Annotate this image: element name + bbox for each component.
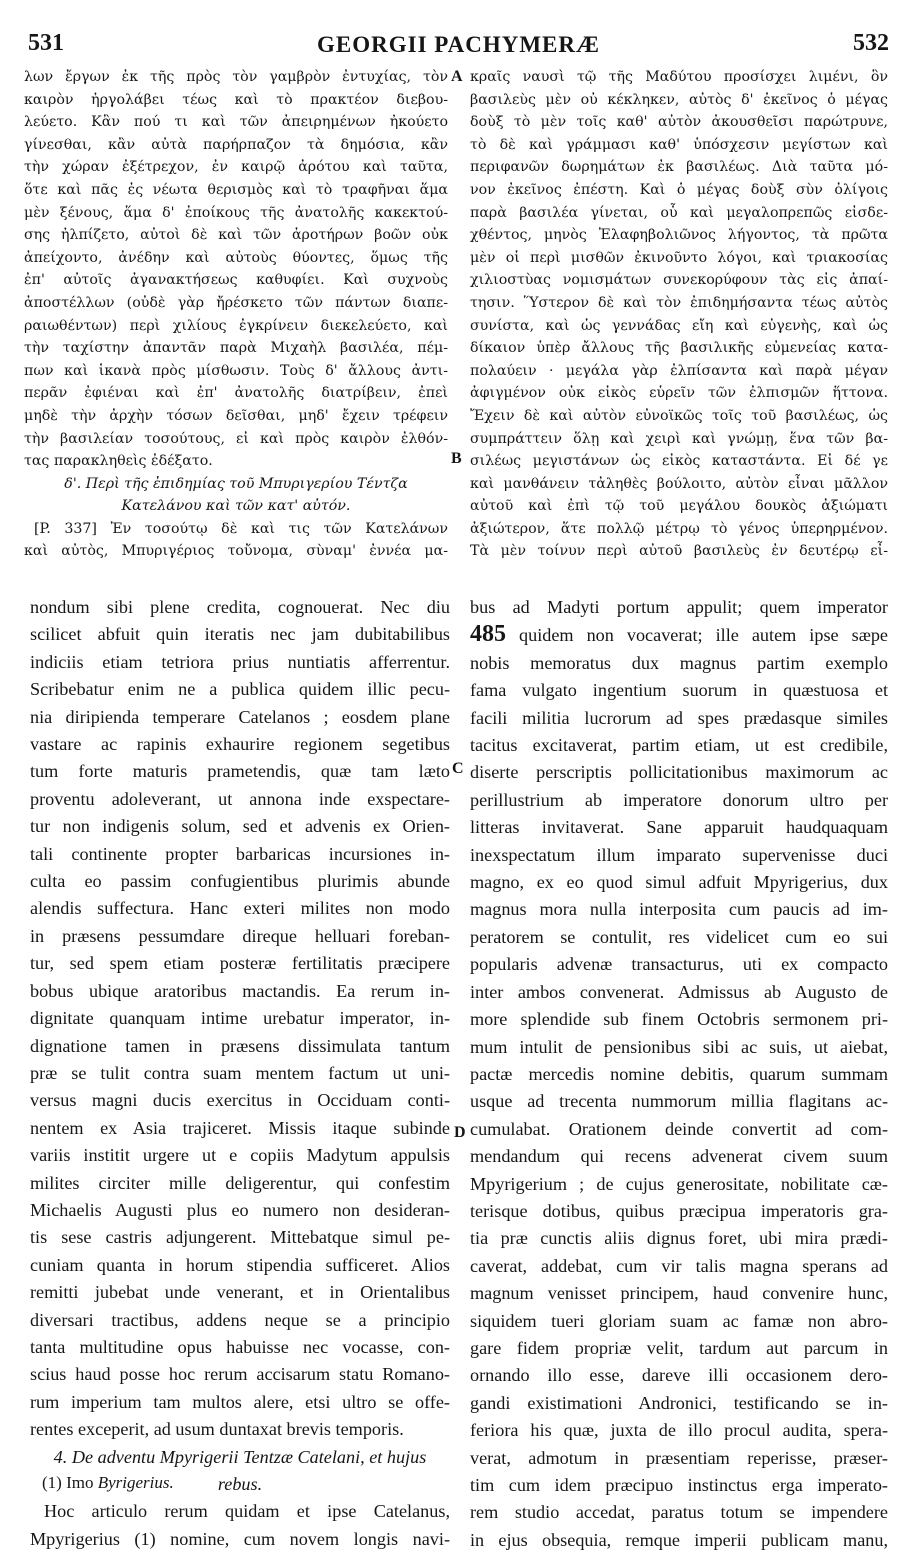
latin-text-line: nia diripienda temperare Catelanos ; eosdem plane (30, 706, 450, 727)
latin-text-line: tanta multitudine opus habuisse nec vocasse, con- (30, 1336, 450, 1357)
latin-text-line: mum intulit de pensionibus sibi ac suis, ut aiebat, (470, 1036, 888, 1057)
latin-text-line: terisque dotibus, quibus præcipua imperatoris gra- (470, 1200, 888, 1221)
greek-text-line: ἀποστέλλων (οὐδὲ γὰρ ἤρέσκετο τῶν πάντων διαπε- (24, 294, 448, 311)
latin-text-line: diserte perscriptis pollicitationibus maximorum ac (470, 762, 888, 783)
latin-text-line: tali continente propter barbaricas incursiones in- (30, 843, 450, 864)
latin-text-line: Mpyrigerium ; de cujus generositate, nobilitate cæ- (470, 1173, 888, 1194)
latin-text-line: magnus mora nulla interposita cum paucis ad im- (470, 899, 888, 920)
greek-text-line: τὴν ταχίστην ἀπαντᾶν παρὰ Μιχαὴλ βασιλέα, πέμ- (24, 340, 448, 357)
latin-text-line: remitti jubebat unde venerant, et in Orientalibus (30, 1282, 450, 1303)
latin-text-line: magnum venisset principem, haud convenire hunc, (470, 1283, 888, 1304)
greek-text-line: Ἔχειν δὲ καὶ αὐτὸν εὐνοϊκῶς τοῖς τοῦ βασιλέως, ὡς (470, 407, 888, 424)
page-number-right: 532 (853, 30, 889, 56)
greek-text-line: ἀπείχοντο, ἀνέδην καὶ αὐτοὺς θύοντες, ὅμως τῆς (24, 249, 448, 266)
page-header (22, 30, 895, 64)
latin-text-line: tur non indigenis solum, sed et advenis ex Orien- (30, 816, 450, 837)
latin-text-line: scius haud posse hoc rerum accisarum statu Romano- (30, 1364, 450, 1385)
latin-text-line: variis institit urgere ut e copiis Madytum appulsis (30, 1145, 450, 1166)
latin-text-line: nondum sibi plene credita, cognouerat. Nec diu (30, 597, 450, 617)
greek-text-line: δοὺξ τὸ μὲν τοῖς καθ' αὐτὸν ἀκουσθεῖσι παρώτρυνε, (470, 114, 888, 131)
latin-text-line: pactæ mercedis nomine debitis, quarum summam (470, 1063, 888, 1084)
margin-marker-b: B (451, 450, 462, 467)
latin-right-first-line: bus ad Madyti portum appulit; quem imperator (470, 597, 888, 617)
greek-text-line: ὅτε καὶ πᾶς ἐς νέωτα θερισμὸς καὶ τὸ τραφῆναι ἅμα (24, 181, 448, 198)
latin-text-line: tim cum idem præcipuo instinctus erga imperato- (470, 1475, 888, 1495)
latin-text-line: nobis memoratus dux magnus partim exemplo (470, 652, 888, 673)
greek-text-line: χθέντος, μηνὸς Ἐλαφηβολιῶνος λήγοντος, τὰ πρῶτα (470, 227, 888, 244)
latin-text-line: bobus ubique aratoribus mactandis. Ea rerum in- (30, 980, 450, 1001)
latin-text-line: Michaelis Augusti plus eo numero non desideran- (30, 1199, 450, 1220)
greek-text-line: καὶ μανθάνειν τἀληθὲς βούλοιτο, αὐτὸν εἶναι μᾶλλον (470, 475, 888, 492)
greek-text-line: Τὰ μὲν τοίνυν περὶ αὐτοῦ βασιλεὺς ἐν δευτέρῳ εἶ- (470, 543, 888, 560)
latin-text-line: diversari tractibus, addens neque se a principio (30, 1309, 450, 1330)
latin-text-line: tacitus excitaverat, partim etiam, ut est credibile, (470, 735, 888, 756)
latin-text-line: tum forte maturis prametendis, quæ tam læto (30, 761, 450, 782)
greek-text-line: μὲν ξένους, ἅμα δ' ἐποίκους τῆς ἀνατολῆς κακεκτού- (24, 204, 448, 221)
latin-text-line: culta eo passim confugientibus plurimis abunde (30, 871, 450, 892)
greek-text-line: σης ἠλπίζετο, αὐτοὶ δὲ καὶ τῶν ἀροτήρων βοῶν οὐκ (24, 227, 448, 244)
greek-text-line: τας παρακληθεὶς ἐδέξατο. (24, 453, 213, 470)
latin-text-line: feriora his quæ, juxta de illo procul audita, spera- (470, 1420, 888, 1441)
greek-text-line: συμπράττειν ὅλῃ καὶ χειρὶ καὶ γνώμῃ, ἕνα τῶν βα- (470, 430, 888, 447)
latin-text-line: usque ad trecenta nummorum millia flagitans ac- (470, 1091, 888, 1112)
latin-text-line: dignatione tamen in præsens dissimulata tantum (30, 1035, 450, 1056)
latin-text-line: dignitate quanquam intime urebatur imperator, in- (30, 1008, 450, 1029)
latin-text-line: scilicet abfuit quin iteratis nec jam dubitabilibus (30, 624, 450, 645)
greek-text-line: τὸ δὲ καὶ γράμμασι καθ' ὑπόσχεσιν μεγίστων καὶ (470, 136, 888, 153)
greek-text-line: πων καὶ ἱκανὰ πρὸς μίσθωσιν. Τοὺς δ' ἄλλους ἀντι- (24, 362, 448, 379)
greek-text-line: γίνεσθαι, κἂν αὐτὰ παρήρπαζον τὰ δημόσια, κἂν (24, 136, 448, 153)
latin-text-line: facili militia lucrorum ad spes prædasque similes (470, 707, 888, 728)
greek-text-line: λεύετο. Κἂν πού τι καὶ τῶν ἀπειρημένων ἠκούετο (24, 114, 448, 131)
greek-text-line: μηδὲ τὴν ἀρχὴν τόσων δεῖσθαι, μηδ' ἔχειν τρέφειν (24, 407, 448, 424)
greek-text-line: τὴν βασιλείαν τοσούτους, εἰ καὶ πρὸς καιρὸν ἐλθόν- (24, 430, 448, 447)
latin-text-line: cumulabat. Orationem deinde convertit ad com- (470, 1118, 888, 1139)
latin-text-line: siquidem tueri gloriam suam ac famæ non abro- (470, 1310, 888, 1331)
latin-text-line: magno, ex eo quod simul adfuit Mpyrigerius, dux (470, 872, 888, 893)
latin-text-line: verat, admotum in præsentiam reperisse, præser- (470, 1447, 888, 1468)
latin-text-line: vastare ac rapinis exhaurire regionem segetibus (30, 734, 450, 755)
latin-text-line: caverat, addebat, cum vir talis magna sperans ad (470, 1255, 888, 1276)
latin-text-line: litteras invitaverat. Sane apparuit haudquaquam (470, 817, 888, 838)
greek-text-line: [P. 337] Ἐν τοσούτῳ δὲ καὶ τις τῶν Κατελάνων (34, 520, 448, 537)
running-title: GEORGII PACHYMERÆ (317, 32, 600, 57)
greek-text-line: παρὰ βασιλέα γίνεται, οὗ καὶ μεγαλοπρεπῶς εἰσδε- (470, 204, 888, 221)
margin-marker-a: A (451, 68, 463, 85)
latin-text-line: præ se tulit contra suam mentem factum ut uni- (30, 1062, 450, 1083)
greek-column-left (24, 66, 448, 563)
greek-text-line: συνίστα, καὶ ὡς γεννάδας εἴη καὶ εὐγενὴς, καὶ ὡς (470, 317, 888, 334)
latin-text-line: tur, sed spem etiam posteræ fertilitatis præcipere (30, 953, 450, 974)
greek-text-line: καιρὸν ἠργολάβει τέως καὶ τὸ πρακτέον διεβου- (24, 91, 448, 108)
greek-text-line: δίκαιον ὑπὲρ ἄλλους τῆς βασιλικῆς εὐμενείας κατα- (470, 340, 888, 357)
latin-text-line: cuniam quanta in horum stipendia sufficeret. Alios (30, 1254, 450, 1275)
greek-section-heading: δ'. Περὶ τῆς ἐπιδημίας τοῦ Μπυριγερίου Τέντζα (64, 475, 408, 492)
greek-section-heading: Κατελάνου καὶ τῶν κατ' αὐτόν. (121, 498, 351, 515)
greek-text-line: τησιν. Ὕστερον δὲ καὶ τὸν ἐπιδημήσαντα τέως αὐτὸς (470, 294, 888, 311)
greek-text-line: αὐτοῦ καὶ ἐπὶ τῷ τοῦ μεγάλου δουκὸς ἀξιώματι (470, 498, 888, 515)
latin-text-line: fama vulgato ingentium suorum in quæstuosa et (470, 680, 888, 701)
greek-text-line: τὴν χώραν ἐξέτρεχον, ἐν καιρῷ ἀρότου καὶ ταῦτα, (24, 159, 448, 176)
latin-text-line: proventu adoleverant, ut annona inde exspectare- (30, 788, 450, 809)
footnote (42, 1473, 174, 1493)
latin-text-line: indiciis etiam tetriora prius nuntiatis afferrentur. (30, 651, 450, 672)
latin-right-number-line (470, 621, 888, 649)
latin-text-line: popularis advenæ transacturus, uti ex compacto (470, 954, 888, 975)
page-number-left: 531 (28, 30, 64, 56)
greek-text-line: ἀφιγμένον οὐκ εἰκὸς εὑρεῖν τῶν ἐλπισμῶν ἥττονα. (470, 385, 888, 402)
latin-right-number-line-text: quidem non vocaverat; ille autem ipse sæpe (519, 625, 888, 646)
latin-text-line: tis sese castris adjungerent. Mittebatque simul pe- (30, 1227, 450, 1248)
latin-text-line: more splendide sub finem Octobris sermonem pri- (470, 1009, 888, 1030)
footnote-number: (1) Imo (42, 1473, 94, 1492)
latin-column-right (470, 594, 888, 1554)
latin-text-line: Hoc articulo rerum quidam et ipse Catelanus, (44, 1501, 450, 1522)
greek-text-line: ἐπ' αὐτοῖς ἀγανακτήσεως καθυφίει. Καὶ συχνοὺς (24, 272, 448, 289)
greek-text-line: κραῖς ναυσὶ τῷ τῆς Μαδύτου προσίσχει λιμένι, ὃν (470, 69, 888, 85)
greek-text-line: ραιωθέντων) περὶ χιλίους ἐγκρίνειν διεκελεύετο, καὶ (24, 317, 448, 334)
latin-text-line: inexspectatum illum imparato supervenisse duci (470, 844, 888, 865)
greek-text-line: περᾶν ἐφιέναι καὶ ἐπ' ἀνατολῆς διατρίβειν, ἐπεὶ (24, 385, 448, 402)
greek-text-line: περιφανῶν δωρημάτων ἐκ βασιλέως. Διὰ ταῦτα μό- (470, 159, 888, 176)
greek-text-line: ἀξιώτερον, ἅτε πολλῷ μέτρῳ τὸ γένος ὑπερηρμένον. (470, 520, 888, 537)
latin-text-line: mendandum qui recens advenerat civem suum (470, 1146, 888, 1167)
greek-text-line: χιλιοστὺας νομισμάτων συνεκορύφουν τὰς εἰς ἀπαί- (470, 272, 888, 289)
greek-text-line: καὶ αὐτὸς, Μπυριγέριος τοὔνομα, σὺναμ' ἐννέα μα- (24, 543, 448, 560)
greek-column-right (470, 66, 888, 563)
latin-text-line: rentes exceperit, ad usum duntaxat brevis temporis. (30, 1419, 404, 1440)
latin-text-line: gandi existimationi Andronici, testificando se in- (470, 1392, 888, 1413)
latin-text-line: tia præ cunctis aliis dignus foret, ubi mira prædi- (470, 1228, 888, 1249)
margin-marker-c: C (452, 760, 464, 777)
latin-text-line: rem studio accedat, paratus totum se impendere (470, 1502, 888, 1523)
latin-text-line: Scribebatur enim ne a publica quidem illic pecu- (30, 679, 450, 700)
latin-text-line: gare fidem propriæ velit, tardum aut parcum in (470, 1337, 888, 1358)
latin-section-heading: 4. De adventu Mpyrigerii Tentzæ Catelani, et hujus (53, 1446, 427, 1467)
latin-text-line: versus magni ducis exercitus in Occiduam conti- (30, 1090, 450, 1111)
latin-section-heading: rebus. (217, 1474, 263, 1494)
latin-text-line: perillustrium ab imperatore donorum ultro per (470, 789, 888, 810)
latin-text-line: ornando illo esse, dareve illi occasionem dero- (470, 1365, 888, 1386)
margin-marker-d: D (454, 1124, 466, 1141)
greek-text-line: σιλέως μεγιστάνων ὡς εἰκὸς καταστάντα. Εἰ δέ γε (470, 453, 888, 470)
latin-text-line: rum imperium tam multos alere, etsi ultro se offe- (30, 1391, 450, 1412)
greek-text-line: λων ἔργων ἐκ τῆς πρὸς τὸν γαμβρὸν ἐντυχίας, τὸν (24, 69, 448, 85)
latin-text-line: peratorem se contulit, res videlicet cum eo sui (470, 926, 888, 947)
greek-text-line: νον ἐκεῖνος ἐπέστη. Καὶ ὁ μέγας δοὺξ σὺν ὀλίγοις (470, 181, 888, 198)
greek-text-line: μὲν οἱ περὶ μισθῶν ἐκινοῦντο λόγοι, καὶ τριακοσίας (470, 249, 888, 266)
latin-text-line: nentem ex Asia trajiceret. Missis itaque subinde (30, 1117, 450, 1138)
greek-text-line: βασιλεὺς μὲν οὐ κέκληκεν, αὐτὸς δ' ἐκεῖνος ὁ μέγας (470, 91, 888, 108)
footnote-text: Byrigerius. (97, 1473, 174, 1492)
latin-text-line: in ejus obsequia, remque imperii publicam manu, (470, 1529, 888, 1550)
column-number: 485 (470, 621, 506, 648)
latin-text-line: Mpyrigerius (1) nomine, cum novem longis navi- (30, 1528, 450, 1549)
latin-text-line: inter ambos convenerat. Admissus ab Augusto de (470, 981, 888, 1002)
latin-text-line: in præsens pessumdare direque helluari foreban- (30, 925, 450, 946)
latin-text-line: alendis suffectura. Hanc exteri milites non modo (30, 898, 450, 919)
latin-column-left (30, 594, 450, 1553)
greek-text-line: πολαύειν · μεγάλα γὰρ ἐλπίσαντα καὶ παρὰ μέγαν (470, 362, 888, 379)
latin-text-line: milites circiter mille deligerentur, qui confestim (30, 1172, 450, 1193)
